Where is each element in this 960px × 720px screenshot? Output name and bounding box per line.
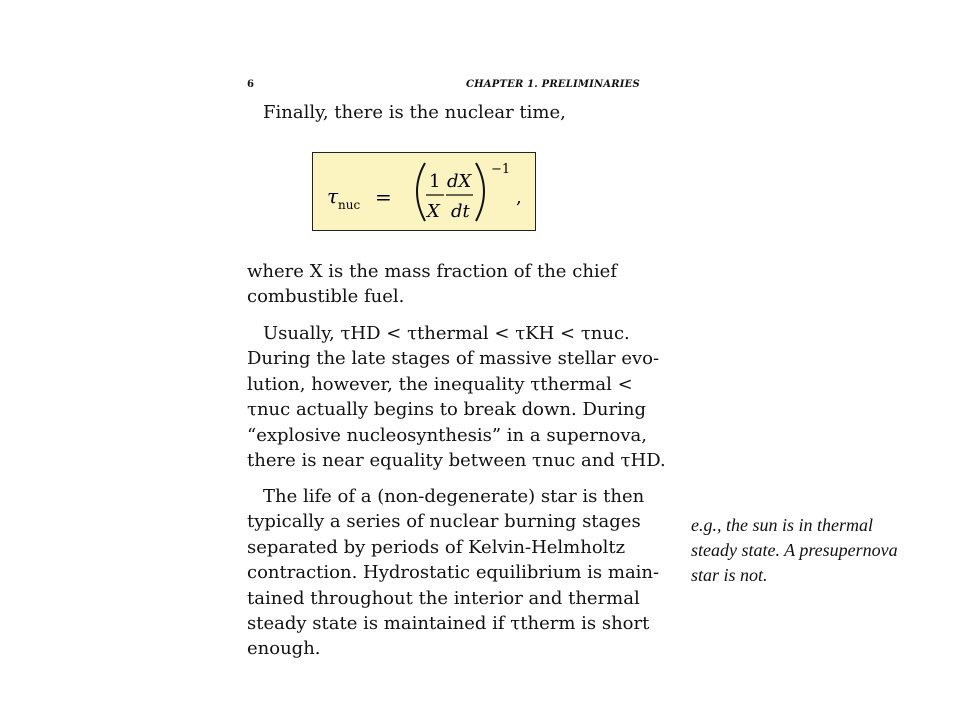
eq-den-2: dt (451, 201, 470, 222)
eq-den-1: X (427, 201, 440, 222)
page-number: 6 (247, 79, 254, 90)
text-line: tained throughout the interior and thermal (247, 587, 640, 609)
paragraph-timescales (247, 321, 666, 473)
eq-left-paren (417, 163, 425, 221)
text-line: where X is the mass fraction of the chief (247, 261, 617, 282)
eq-exponent: −1 (491, 162, 511, 177)
side-note (691, 513, 951, 588)
text-line: During the late stages of massive stellar evo- (247, 348, 660, 370)
note-line: star is not. (691, 565, 768, 585)
note-line: e.g., the sun is in thermal (691, 515, 873, 535)
eq-num-1: 1 (429, 171, 441, 192)
text-line: separated by periods of Kelvin-Helmholtz (247, 536, 626, 558)
eq-trailing-comma: , (516, 187, 522, 208)
text-line: “explosive nucleosynthesis” in a supernova, (247, 424, 647, 446)
paragraph-mass-fraction (247, 259, 617, 310)
text-line: contraction. Hydrostatic equilibrium is main- (247, 562, 660, 584)
text-line: enough. (247, 638, 321, 660)
text-line: Usually, τHD < τthermal < τKH < τnuc. (263, 323, 630, 344)
eq-equals: = (375, 185, 392, 209)
equation-box (312, 152, 536, 231)
text-line: combustible fuel. (247, 286, 405, 308)
eq-num-2: dX (447, 171, 472, 192)
text-line: τnuc actually begins to break down. During (247, 399, 646, 421)
text-line: there is near equality between τnuc and τHD. (247, 450, 666, 472)
text-line: steady state is maintained if τtherm is short (247, 613, 650, 635)
intro-text: Finally, there is the nuclear time, (263, 102, 566, 123)
eq-tau: τ (327, 184, 339, 208)
eq-right-paren (476, 163, 484, 221)
text-line: lution, however, the inequality τthermal < (247, 373, 633, 395)
running-header: CHAPTER 1. PRELIMINARIES (466, 79, 640, 90)
eq-tau-sub: nuc (338, 198, 361, 212)
nuclear-time-equation (313, 153, 537, 232)
text-line: The life of a (non-degenerate) star is then (263, 486, 645, 507)
paragraph-star-life (247, 484, 660, 662)
text-line: typically a series of nuclear burning stages (247, 511, 641, 533)
note-line: steady state. A presupernova (691, 540, 898, 560)
